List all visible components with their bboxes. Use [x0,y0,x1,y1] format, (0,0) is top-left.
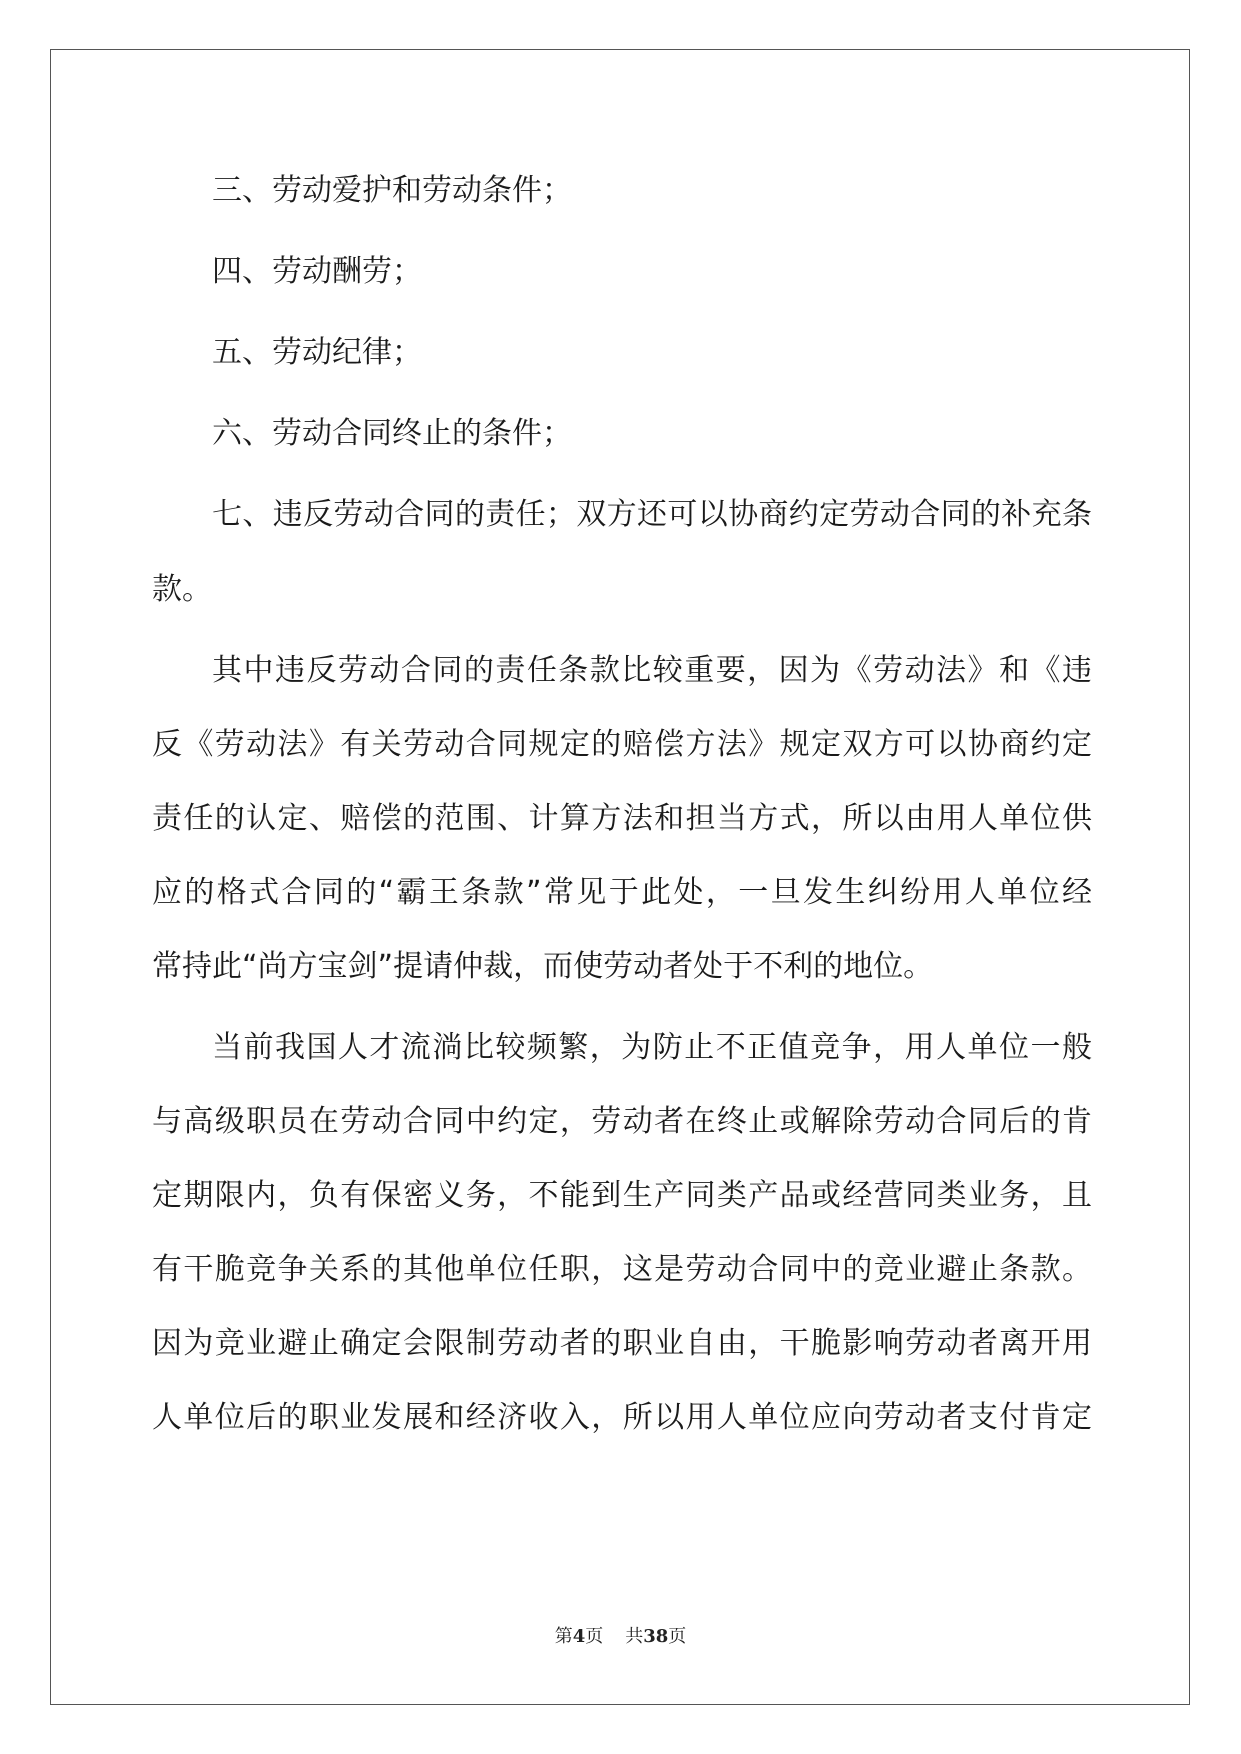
text-line: 人单位后的职业发展和经济收入，所以用人单位应向劳动者支付肯定 [152,1399,1092,1435]
total-pages: 38 [643,1626,669,1647]
text-line: 七、违反劳动合同的责任；双方还可以协商约定劳动合同的补充条 [212,497,1092,532]
text-line: 款。 [152,571,212,607]
footer-page-suffix: 页 [585,1626,604,1647]
text-line: 其中违反劳动合同的责任条款比较重要，因为《劳动法》和《违 [212,652,1092,688]
text-line: 责任的认定、赔偿的范围、计算方法和担当方式，所以由用人单位供 [152,800,1092,836]
text-line: 应的格式合同的“霸王条款”常见于此处，一旦发生纠纷用人单位经 [152,874,1092,910]
footer-total-suffix: 页 [668,1626,687,1647]
text-line: 六、劳动合同终止的条件； [212,416,572,451]
document-body [152,161,1092,1462]
text-line: 四、劳动酬劳； [212,254,422,289]
footer-total-prefix: 共 [625,1626,644,1647]
text-line: 三、劳动爱护和劳动条件； [212,173,572,208]
text-line: 常持此“尚方宝剑”提请仲裁，而使劳动者处于不利的地位。 [152,948,934,984]
text-line: 有干脆竞争关系的其他单位任职，这是劳动合同中的竞业避止条款。 [152,1251,1092,1287]
page-footer [0,1622,1241,1648]
text-line: 五、劳动纪律； [212,335,422,370]
page-number: 4 [572,1626,586,1647]
text-line: 因为竞业避止确定会限制劳动者的职业自由，干脆影响劳动者离开用 [152,1325,1092,1361]
text-line: 当前我国人才流淌比较频繁，为防止不正值竞争，用人单位一般 [212,1029,1092,1065]
footer-prefix: 第 [554,1626,573,1647]
text-line: 反《劳动法》有关劳动合同规定的赔偿方法》规定双方可以协商约定 [152,726,1092,762]
text-line: 与高级职员在劳动合同中约定，劳动者在终止或解除劳动合同后的肯 [152,1103,1092,1139]
text-line: 定期限内，负有保密义务，不能到生产同类产品或经营同类业务，且 [152,1177,1092,1213]
